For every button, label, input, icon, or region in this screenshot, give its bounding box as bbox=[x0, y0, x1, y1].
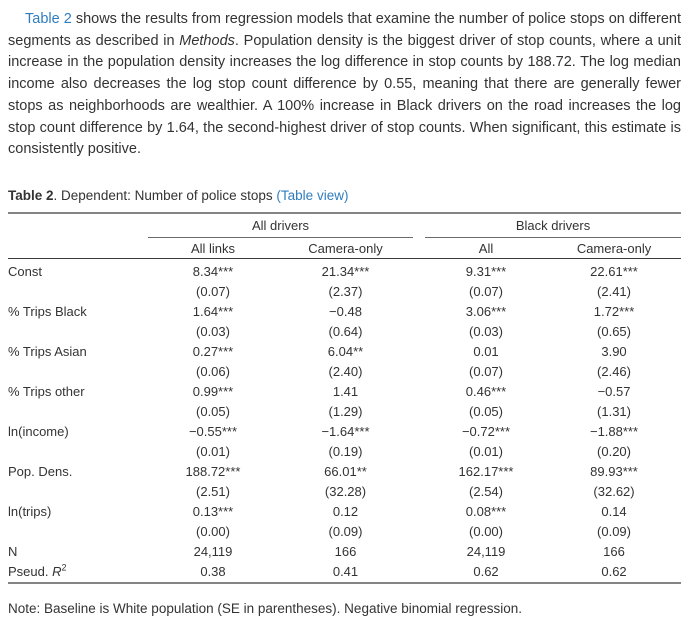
column-gap bbox=[413, 322, 425, 342]
column-gap bbox=[413, 213, 425, 238]
table-cell: (0.00) bbox=[196, 524, 230, 540]
row-label bbox=[8, 482, 148, 502]
table-row bbox=[8, 482, 681, 502]
table-cell: 3.06*** bbox=[465, 304, 507, 320]
column-gap bbox=[413, 442, 425, 462]
paragraph-text-rest: . Population density is the biggest driver of stop counts, where a unit increase in the population density increases the log difference in stop counts by 188.72. The log median income also decreases the log stop count difference by 0.55, meaning that there are generally fewer stops as neighborhoods are wealthier. A 100% increase in Black drivers on the road increases the log stop count difference by 1.64, the second-highest driver of stop counts. When significant, this estimate is consistently positive. bbox=[8, 32, 681, 158]
table-cell: 24,119 bbox=[466, 544, 506, 560]
table-cell: (2.40) bbox=[328, 364, 363, 380]
table-cell: (0.20) bbox=[597, 444, 631, 460]
table-cell: −1.64*** bbox=[321, 424, 370, 440]
row-label bbox=[8, 522, 148, 542]
table-cell: 162.17*** bbox=[458, 464, 514, 480]
group-header-spacer bbox=[8, 213, 148, 238]
table-row bbox=[8, 502, 681, 522]
table-cell: 1.41 bbox=[332, 384, 359, 400]
table-cell: (0.06) bbox=[196, 364, 230, 380]
column-gap bbox=[413, 562, 425, 583]
table-cell: (1.31) bbox=[597, 404, 631, 420]
col-header-all: All bbox=[425, 238, 547, 259]
group-header-all-drivers: All drivers bbox=[148, 213, 413, 238]
table-cell: 9.31*** bbox=[465, 264, 507, 280]
row-label: % Trips Asian bbox=[8, 344, 87, 360]
body-paragraph bbox=[8, 9, 681, 161]
table-cell: −1.88*** bbox=[589, 424, 639, 440]
column-header-row bbox=[8, 238, 681, 259]
column-gap bbox=[413, 462, 425, 482]
col-header-camera-only-black: Camera-only bbox=[547, 238, 681, 259]
column-gap bbox=[413, 238, 425, 259]
table-row bbox=[8, 302, 681, 322]
table-note: Note: Baseline is White population (SE in parentheses). Negative binomial regression. bbox=[8, 601, 523, 617]
column-gap bbox=[413, 522, 425, 542]
table-cell: 0.12 bbox=[332, 504, 359, 520]
column-gap bbox=[413, 302, 425, 322]
table-cell: (0.01) bbox=[196, 444, 230, 460]
column-gap bbox=[413, 502, 425, 522]
table-row bbox=[8, 382, 681, 402]
table-row bbox=[8, 322, 681, 342]
row-label: Pseud. $R^2$ bbox=[8, 563, 67, 580]
row-label: Const bbox=[8, 264, 42, 280]
table-row bbox=[8, 562, 681, 583]
row-label bbox=[8, 402, 148, 422]
column-gap bbox=[413, 382, 425, 402]
row-label: % Trips other bbox=[8, 384, 85, 400]
table-cell: (0.09) bbox=[328, 524, 363, 540]
table-body bbox=[8, 259, 681, 584]
table-row bbox=[8, 522, 681, 542]
table-caption-label: Table 2 bbox=[8, 187, 54, 203]
table-cell: −0.72*** bbox=[461, 424, 511, 440]
table-cell: (0.05) bbox=[469, 404, 503, 420]
table-cell: (0.05) bbox=[196, 404, 230, 420]
table-cell: 188.72*** bbox=[185, 464, 241, 480]
table-cell: 0.14 bbox=[601, 504, 627, 520]
paragraph-italic-methods: Methods bbox=[179, 32, 235, 49]
table-cell: (2.41) bbox=[597, 284, 631, 300]
table-cell: (32.28) bbox=[324, 484, 367, 500]
table-cell: 0.46*** bbox=[465, 384, 507, 400]
group-header-row bbox=[8, 213, 681, 238]
table-cell: 6.04** bbox=[327, 344, 364, 360]
row-label: ln(trips) bbox=[8, 504, 52, 520]
table-cell: −0.55*** bbox=[188, 424, 238, 440]
table-cell: 0.27*** bbox=[192, 344, 234, 360]
table-cell: (0.07) bbox=[196, 284, 230, 300]
column-gap bbox=[413, 282, 425, 302]
column-gap bbox=[413, 542, 425, 562]
table-row bbox=[8, 342, 681, 362]
table-cell: (2.46) bbox=[597, 364, 631, 380]
table-cell: 0.62 bbox=[601, 564, 627, 580]
table-cell: (2.54) bbox=[469, 484, 503, 500]
table-cell: 166 bbox=[334, 544, 357, 560]
column-gap bbox=[413, 482, 425, 502]
table-cell: 0.99*** bbox=[192, 384, 234, 400]
table-cell: −0.57 bbox=[597, 384, 631, 400]
table-cell: 0.62 bbox=[473, 564, 499, 580]
table-caption-text: . Dependent: Number of police stops bbox=[53, 187, 277, 203]
table-cell: 0.38 bbox=[200, 564, 226, 580]
column-gap bbox=[413, 422, 425, 442]
col-header-all-links: All links bbox=[148, 238, 278, 259]
table-cell: 1.64*** bbox=[192, 304, 234, 320]
table-cell: (0.03) bbox=[196, 324, 230, 340]
table-cell: 24,119 bbox=[193, 544, 233, 560]
table-cell: (0.09) bbox=[597, 524, 631, 540]
column-gap bbox=[413, 342, 425, 362]
table-row bbox=[8, 422, 681, 442]
table-row bbox=[8, 402, 681, 422]
col-header-camera-only-all: Camera-only bbox=[278, 238, 413, 259]
row-label: Pop. Dens. bbox=[8, 464, 73, 480]
table-cell: (1.29) bbox=[328, 404, 363, 420]
table-cell: 21.34*** bbox=[321, 264, 370, 280]
table-cell: 0.13*** bbox=[192, 504, 234, 520]
table-row bbox=[8, 542, 681, 562]
table-caption bbox=[8, 188, 681, 203]
table-cell: (0.19) bbox=[328, 444, 363, 460]
table-cell: (0.00) bbox=[469, 524, 503, 540]
regression-table bbox=[8, 212, 681, 585]
column-header-spacer bbox=[8, 238, 148, 259]
table-cell: (2.37) bbox=[328, 284, 363, 300]
table-row bbox=[8, 282, 681, 302]
table-row bbox=[8, 442, 681, 462]
group-header-black-drivers: Black drivers bbox=[425, 213, 681, 238]
table-row bbox=[8, 462, 681, 482]
table-cell: −0.48 bbox=[329, 304, 362, 320]
table-2-link[interactable]: Table 2 bbox=[25, 11, 72, 27]
table-row bbox=[8, 259, 681, 283]
table-cell: (0.01) bbox=[469, 444, 503, 460]
table-cell: (2.51) bbox=[196, 484, 230, 500]
table-cell: 0.41 bbox=[332, 564, 359, 580]
table-cell: (0.65) bbox=[597, 324, 631, 340]
table-cell: 3.90 bbox=[601, 344, 627, 360]
table-cell: 22.61*** bbox=[590, 264, 638, 280]
table-view-link[interactable]: (Table view) bbox=[276, 187, 349, 203]
table-cell: (0.07) bbox=[469, 284, 503, 300]
table-row bbox=[8, 362, 681, 382]
table-cell: (32.62) bbox=[593, 484, 635, 500]
table-cell: 166 bbox=[603, 544, 625, 560]
table-cell: 8.34*** bbox=[192, 264, 234, 280]
row-label bbox=[8, 442, 148, 462]
table-cell: 0.08*** bbox=[465, 504, 507, 520]
paragraph-text: shows the results from regression models that examine the number of police stops on different segments as described in bbox=[8, 11, 681, 49]
column-gap bbox=[413, 362, 425, 382]
table-cell: 0.01 bbox=[473, 344, 499, 360]
column-gap bbox=[413, 402, 425, 422]
row-label: ln(income) bbox=[8, 424, 69, 440]
row-label: N bbox=[8, 544, 18, 560]
table-cell: 89.93*** bbox=[590, 464, 638, 480]
column-gap bbox=[413, 259, 425, 283]
row-label bbox=[8, 282, 148, 302]
table-cell: (0.64) bbox=[328, 324, 363, 340]
row-label: % Trips Black bbox=[8, 304, 87, 320]
table-cell: (0.03) bbox=[469, 324, 503, 340]
table-cell: 1.72*** bbox=[593, 304, 635, 320]
table-cell: 66.01** bbox=[324, 464, 367, 480]
row-label bbox=[8, 322, 148, 342]
table-cell: (0.07) bbox=[469, 364, 503, 380]
row-label bbox=[8, 362, 148, 382]
